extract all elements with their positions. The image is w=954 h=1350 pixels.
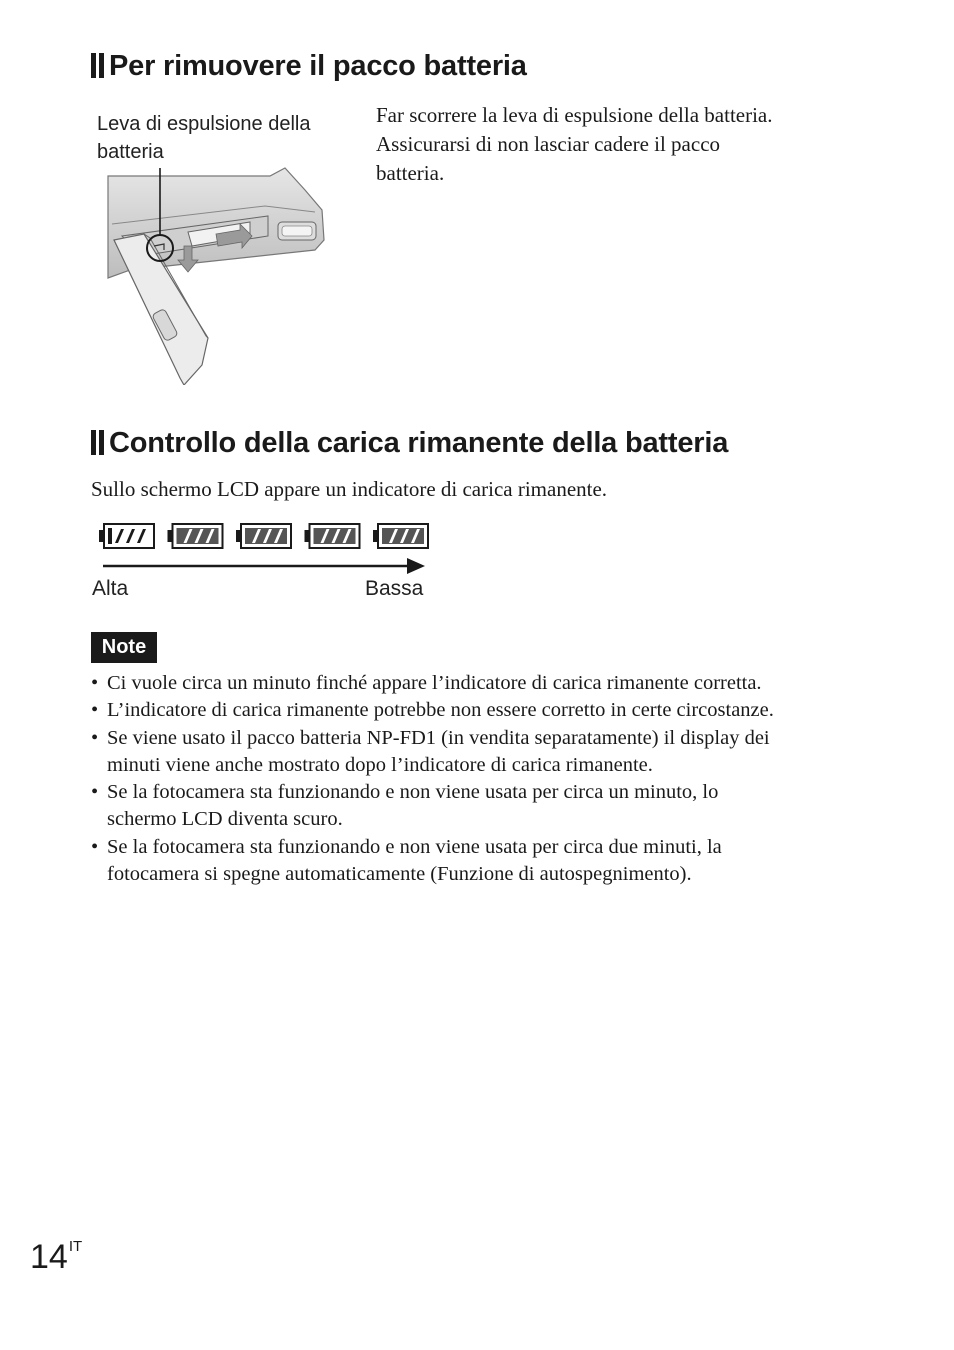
note-item — [91, 725, 861, 780]
instruction-line: Assicurarsi di non lasciar cadere il pacco — [376, 132, 721, 156]
section-title: Controllo della carica rimanente della batteria — [109, 427, 729, 459]
note-line: minuti viene anche mostrato dopo l’indicatore di carica rimanente. — [107, 753, 653, 776]
callout-line: batteria — [97, 141, 164, 163]
note-badge: Note — [91, 632, 157, 663]
instruction-line: Far scorrere la leva di espulsione della batteria. — [376, 103, 773, 127]
battery-level-icon — [99, 524, 154, 548]
callout-label — [97, 110, 357, 166]
bullet-icon: • — [91, 835, 99, 858]
note-item — [91, 697, 861, 724]
battery-level-icon — [373, 524, 428, 548]
note-line: schermo LCD diventa scuro. — [107, 808, 343, 831]
arrow-right-icon — [407, 558, 425, 574]
battery-level-icon — [236, 524, 291, 548]
bullet-icon: • — [91, 699, 99, 722]
bullet-icon: • — [91, 726, 99, 749]
page-number-suffix: IT — [68, 1238, 83, 1255]
note-line: Se viene usato il pacco batteria NP-FD1 (in vendita separatamente) il display dei — [107, 726, 770, 749]
note-line: Ci vuole circa un minuto finché appare l’indicatore di carica rimanente corretta. — [107, 672, 762, 694]
bullet-icon: • — [91, 672, 99, 694]
battery-icons — [97, 520, 437, 580]
section-heading-remove-battery — [91, 48, 527, 84]
callout-line: Leva di espulsione della — [97, 113, 311, 135]
scale-high-label: Alta — [92, 577, 129, 600]
battery-level-icon — [168, 524, 223, 548]
note-item — [91, 670, 861, 697]
heading-marker-icon — [91, 430, 104, 455]
note-line: L’indicatore di carica rimanente potrebbe non essere corretto in certe circostanze. — [107, 699, 774, 722]
battery-eject-illustration — [100, 160, 340, 385]
page-number — [30, 1238, 82, 1277]
removal-instructions — [376, 101, 856, 188]
battery-level-icon — [305, 524, 360, 548]
page-number-value: 14 — [30, 1238, 68, 1276]
battery-intro: Sullo schermo LCD appare un indicatore di carica rimanente. — [91, 477, 608, 501]
notes-list — [91, 670, 861, 888]
heading-marker-icon — [91, 53, 104, 78]
note-item — [91, 779, 861, 834]
instruction-line: batteria. — [376, 161, 445, 185]
note-line: fotocamera si spegne automaticamente (Funzione di autospegnimento). — [107, 863, 692, 886]
bullet-icon: • — [91, 781, 99, 804]
note-line: Se la fotocamera sta funzionando e non viene usata per circa due minuti, la — [107, 835, 722, 858]
note-line: Se la fotocamera sta funzionando e non viene usata per circa un minuto, lo — [107, 781, 719, 804]
note-item — [91, 834, 861, 889]
section-title: Per rimuovere il pacco batteria — [109, 50, 527, 82]
scale-low-label: Bassa — [365, 577, 424, 600]
section-heading-battery-charge — [91, 425, 728, 461]
